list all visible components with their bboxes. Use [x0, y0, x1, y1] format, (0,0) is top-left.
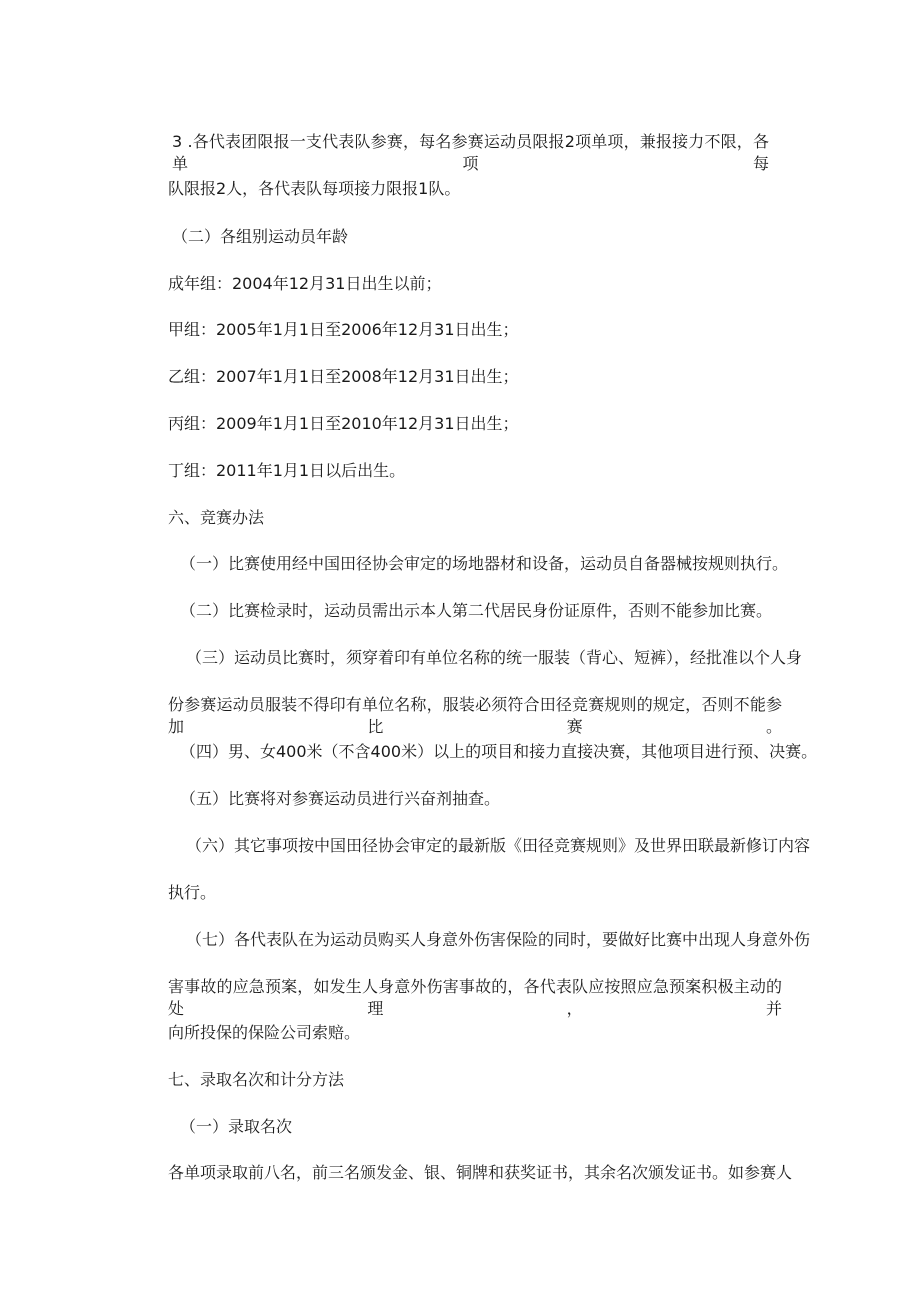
paragraph-line: 各单项录取前八名，前三名颁发金、银、铜牌和获奖证书，其余名次颁发证书。如参赛人 — [168, 1163, 793, 1182]
paragraph-line: 乙组：2007年1月1日至2008年12月31日出生； — [168, 367, 519, 386]
section-heading: 六、竞赛办法 — [168, 508, 265, 527]
paragraph-line: （四）男、女400米（不含400米）以上的项目和接力直接决赛，其他项目进行预、决赛。 — [180, 742, 818, 761]
paragraph-line: 丁组：2011年1月1日以后出生。 — [168, 461, 406, 480]
paragraph-line: （一）比赛使用经中国田径协会审定的场地器材和设备，运动员自备器械按规则执行。 — [180, 554, 789, 573]
paragraph-line: 3 .各代表团限报一支代表队参赛，每名参赛运动员限报2项单项，兼报接力不限，各单项每 — [172, 132, 769, 173]
paragraph-line: 丙组：2009年1月1日至2010年12月31日出生； — [168, 414, 519, 433]
paragraph-line: （六）其它事项按中国田径协会审定的最新版《田径竞赛规则》及世界田联最新修订内容 — [186, 836, 811, 855]
paragraph-line: 成年组：2004年12月31日出生以前； — [168, 274, 442, 293]
paragraph-line: 害事故的应急预案，如发生人身意外伤害事故的，各代表队应按照应急预案积极主动的处理，并 — [168, 977, 782, 1018]
paragraph-line: （三）运动员比赛时，须穿着印有单位名称的统一服装（背心、短裤），经批准以个人身 — [186, 648, 803, 667]
paragraph-line: 向所投保的保险公司索赔。 — [168, 1023, 361, 1042]
paragraph-line: 执行。 — [168, 883, 217, 902]
section-heading: 七、录取名次和计分方法 — [168, 1070, 345, 1089]
section-heading: （二）各组别运动员年龄 — [172, 227, 349, 246]
paragraph-line: 队限报2人，各代表队每项接力限报1队。 — [168, 179, 461, 198]
paragraph-line: （二）比赛检录时，运动员需出示本人第二代居民身份证原件，否则不能参加比赛。 — [180, 601, 773, 620]
section-heading: （一）录取名次 — [180, 1117, 293, 1136]
paragraph-line: 份参赛运动员服装不得印有单位名称，服装必须符合田径竞赛规则的规定，否则不能参加比赛。 — [168, 695, 782, 736]
paragraph-line: （五）比赛将对参赛运动员进行兴奋剂抽查。 — [180, 789, 501, 808]
paragraph-line: 甲组：2005年1月1日至2006年12月31日出生； — [168, 320, 519, 339]
paragraph-line: （七）各代表队在为运动员购买人身意外伤害保险的同时，要做好比赛中出现人身意外伤 — [186, 930, 811, 949]
